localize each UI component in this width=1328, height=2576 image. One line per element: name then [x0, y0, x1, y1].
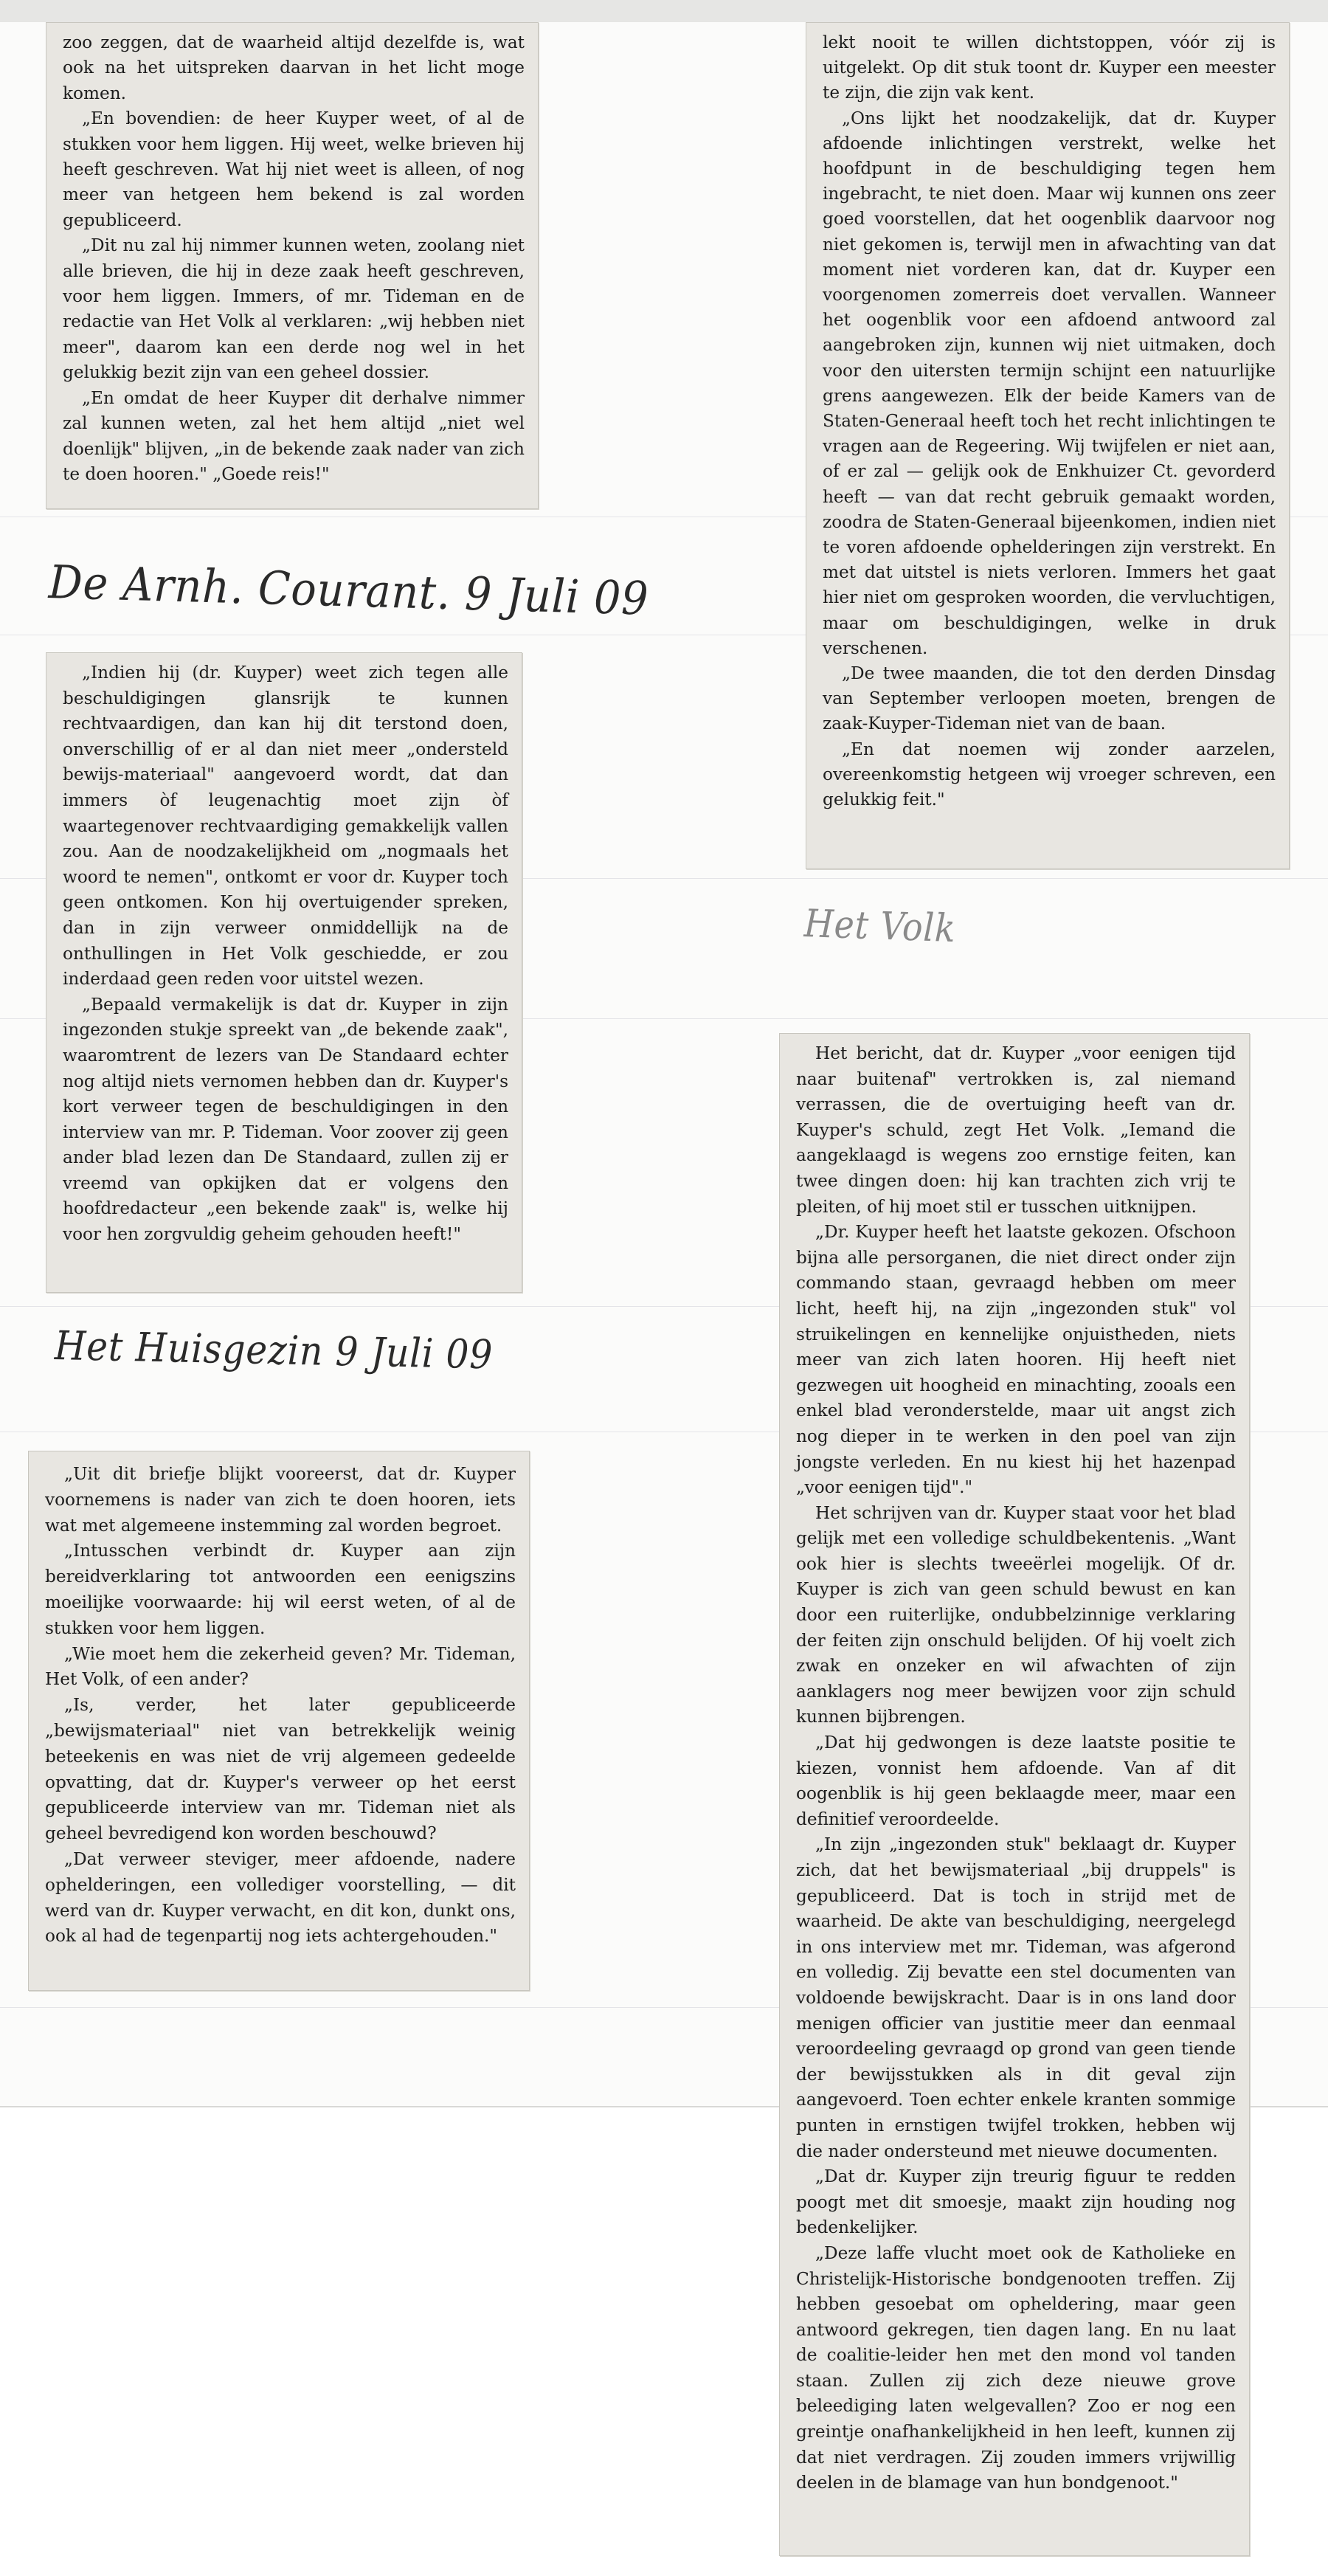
- clipping-paragraph: „Is, verder, het later gepubliceerde „bewijsmateriaal" niet van betrekkelijk weinig beteekenis en was niet de vrij algemeen gedeelde opvatting, dat dr. Kuyper's verweer op het eerst gepubliceerde interview van mr. Tideman niet als geheel bevredigend kon worden beschouwd?: [45, 1695, 516, 1844]
- clipping-paragraph: „Deze laffe vlucht moet ook de Katholieke en Christelijk-Historische bondgenooten treffen. Zij hebben gesoebat om opheldering, maar geen antwoord gekregen, tien dagen lang. En nu laat de coalitie-leider hen met den mond vol tanden staan. Zullen zij zich deze nieuwe grove beleediging laten welgevallen? Zoo er nog een greintje onafhankelijkheid in hen leeft, kunnen zij dat niet verdragen. Zij zouden immers vrijwillig deelen in de blamage van hun bondgenoot.": [796, 2242, 1236, 2493]
- clipping-paragraph: „Dat dr. Kuyper zijn treurig figuur te redden poogt met dit smoesje, maakt zijn houding nog bedenkelijker.: [796, 2166, 1236, 2238]
- newspaper-clipping-1: [46, 22, 539, 509]
- clipping-paragraph: „Dat hij gedwongen is deze laatste positie te kiezen, vonnist hem afdoende. Van af dit oogenblik is hij geen beklaagde meer, maar een definitief veroordeelde.: [796, 1733, 1236, 1829]
- clipping-paragraph: „Bepaald vermakelijk is dat dr. Kuyper in zijn ingezonden stukje spreekt van „de bekende zaak", waaromtrent de lezers van De Standaard echter nog altijd niets vernomen hebben dan dr. Kuyper's kort verweer tegen de beschuldigingen in den interview van mr. P. Tideman. Voor zoover zij geen ander blad lezen dan De Standaard, zullen zij er vreemd van opkijken dat er volgens den hoofdredacteur „een bekende zaak" is, welke hij voor hen zorgvuldig geheim gehouden heeft!": [63, 994, 508, 1245]
- newspaper-clipping-2: [46, 652, 522, 1293]
- clipping-paragraph: „En omdat de heer Kuyper dit derhalve nimmer zal kunnen weten, zal het hem altijd „niet wel doenlijk" blijven, „in de bekende zaak nader van zich te doen hooren." „Goede reis!": [63, 387, 525, 484]
- clipping-paragraph: „Dit nu zal hij nimmer kunnen weten, zoolang niet alle brieven, die hij in deze zaak heeft geschreven, voor hem liggen. Immers, of mr. Tideman en de redactie van Het Volk al verklaren: „wij hebben niet meer", daarom kan een derde nog wel in het gelukkig bezit zijn van een geheel dossier.: [63, 235, 525, 383]
- handwritten-source-note: Het Volk: [803, 902, 957, 952]
- handwritten-source-note: Het Huisgezin 9 Juli 09: [54, 1322, 494, 1378]
- newspaper-clipping-5: [779, 1033, 1250, 2556]
- clipping-paragraph: „In zijn „ingezonden stuk" beklaagt dr. Kuyper zich, dat het bewijsmateriaal „bij druppels" is gepubliceerd. Dat is toch in strijd met de waarheid. De akte van beschuldiging, neergelegd in ons interview met mr. Tideman, was afgerond en volledig. Zij bevatte een stel documenten van voldoende bewijskracht. Daar is in ons land door menigen officier van justitie meer dan eenmaal veroordeeling gevraagd op grond van geen tiende der bewijsstukken als in dit geval zijn aangevoerd. Toen echter enkele kranten sommige punten in ernstigen twijfel trokken, hebben wij die nader ondersteund met nieuwe documenten.: [796, 1834, 1236, 2161]
- scan-top-edge: [0, 0, 1328, 22]
- clipping-paragraph: zoo zeggen, dat de waarheid altijd dezelfde is, wat ook na het uitspreken daarvan in het licht moge komen.: [63, 32, 525, 103]
- clipping-paragraph: „De twee maanden, die tot den derden Dinsdag van September verloopen moeten, brengen de zaak-Kuyper-Tideman niet van de baan.: [823, 663, 1276, 734]
- handwritten-source-note: De Arnh. Courant. 9 Juli 09: [47, 555, 650, 626]
- clipping-paragraph: „En bovendien: de heer Kuyper weet, of al de stukken voor hem liggen. Hij weet, welke brieven hij heeft geschreven. Wat hij niet weet is alleen, of nog meer van hetgeen hem bekend is zal worden gepubliceerd.: [63, 108, 525, 230]
- clipping-paragraph: „En dat noemen wij zonder aarzelen, overeenkomstig hetgeen wij vroeger schreven, een gelukkig feit.": [823, 739, 1276, 810]
- newspaper-clipping-4: [806, 22, 1290, 869]
- clipping-paragraph: Het schrijven van dr. Kuyper staat voor het blad gelijk met een volledige schuldbekentenis. „Want ook hier is slechts tweeërlei mogelijk. Of dr. Kuyper is zich van geen schuld bewust en kan door een ruiterlijke, ondubbelzinnige verklaring der feiten zijn onschuld belijden. Of hij voelt zich zwak en onzeker en wil afwachten of zijn aanklagers nog meer bewijzen voor zijn schuld kunnen bijbrengen.: [796, 1502, 1236, 1727]
- newspaper-clipping-3: [28, 1451, 530, 1991]
- clipping-paragraph: „Intusschen verbindt dr. Kuyper aan zijn bereidverklaring tot antwoorden een eenigszins moeilijke voorwaarde: hij wil eerst weten, of al de stukken voor hem liggen.: [45, 1541, 516, 1638]
- clipping-paragraph: „Wie moet hem die zekerheid geven? Mr. Tideman, Het Volk, of een ander?: [45, 1643, 516, 1690]
- clipping-paragraph: „Dr. Kuyper heeft het laatste gekozen. Ofschoon bijna alle persorganen, die niet direct onder zijn commando staan, gevraagd hebben om meer licht, heeft hij, na zijn „ingezonden stuk" vol struikelingen en kennelijke onjuistheden, niets meer van zich laten hooren. Hij heeft niet gezwegen uit hoogheid en minachting, zooals een enkel blad veronderstelde, maar uit angst zich nog dieper in te werken in den poel van zijn jongste verleden. En nu kiest hij het hazenpad „voor eenigen tijd".": [796, 1222, 1236, 1498]
- clipping-paragraph: lekt nooit te willen dichtstoppen, vóór zij is uitgelekt. Op dit stuk toont dr. Kuyper een meester te zijn, die zijn vak kent.: [823, 32, 1276, 103]
- clipping-paragraph: „Indien hij (dr. Kuyper) weet zich tegen alle beschuldigingen glansrijk te kunnen rechtvaardigen, dan kan hij dit terstond doen, onverschillig of er al dan niet meer „ondersteld bewijs-materiaal" aangevoerd wordt, dat dan immers òf leugenachtig moet zijn òf waartegenover rechtvaardiging gemakkelijk vallen zou. Aan de noodzakelijkheid om „nogmaals het woord te nemen", ontkomt er voor dr. Kuyper toch geen ontkomen. Kon hij overtuigender spreken, dan in zijn verweer onmiddellijk na de onthullingen in Het Volk geschiedde, er zou inderdaad geen reden voor uitstel wezen.: [63, 663, 508, 990]
- clipping-paragraph: „Ons lijkt het noodzakelijk, dat dr. Kuyper afdoende inlichtingen verstrekt, welke het hoofdpunt in de beschuldiging tegen hem ingebracht, te niet doen. Maar wij kunnen ons zeer goed voorstellen, dat het oogenblik daarvoor nog niet gekomen is, terwijl men in afwachting van dat moment niet vorderen kan, dat dr. Kuyper een voorgenomen zomerreis doet vervallen. Wanneer het oogenblik voor een afdoend antwoord zal aangebroken zijn, kunnen wij niet uitmaken, doch voor den uitersten termijn schijnt een natuurlijke grens aangewezen. Elk der beide Kamers van de Staten-Generaal heeft toch het recht inlichtingen te vragen aan de Regeering. Wij twijfelen er niet aan, of er zal — gelijk ook de Enkhuizer Ct. gevorderd heeft — van dat recht gebruik gemaakt worden, zoodra de Staten-Generaal bijeenkomen, indien niet te voren afdoende ophelderingen zijn verstrekt. En met dat uitstel is niets verloren. Immers het gaat hier niet om gesproken woorden, die vervluchtigen, maar om beschuldigingen, welke in druk verschenen.: [823, 108, 1276, 658]
- clipping-paragraph: „Uit dit briefje blijkt vooreerst, dat dr. Kuyper voornemens is nader van zich te doen hooren, iets wat met algemeene instemming zal worden begroet.: [45, 1464, 516, 1536]
- clipping-paragraph: „Dat verweer steviger, meer afdoende, nadere ophelderingen, een vollediger voorstelling, — dit werd van dr. Kuyper verwacht, en dit kon, dunkt ons, ook al had de tegenpartij nog iets achtergehouden.": [45, 1848, 516, 1947]
- clipping-paragraph: Het bericht, dat dr. Kuyper „voor eenigen tijd naar buitenaf" vertrokken is, zal niemand verrassen, die de overtuiging heeft van dr. Kuyper's schuld, zegt Het Volk. „Iemand die aangeklaagd is wegens zoo ernstige feiten, kan twee dingen doen: hij kan trachten zich vrij te pleiten, of hij moet stil er tusschen uitknijpen.: [796, 1043, 1236, 1217]
